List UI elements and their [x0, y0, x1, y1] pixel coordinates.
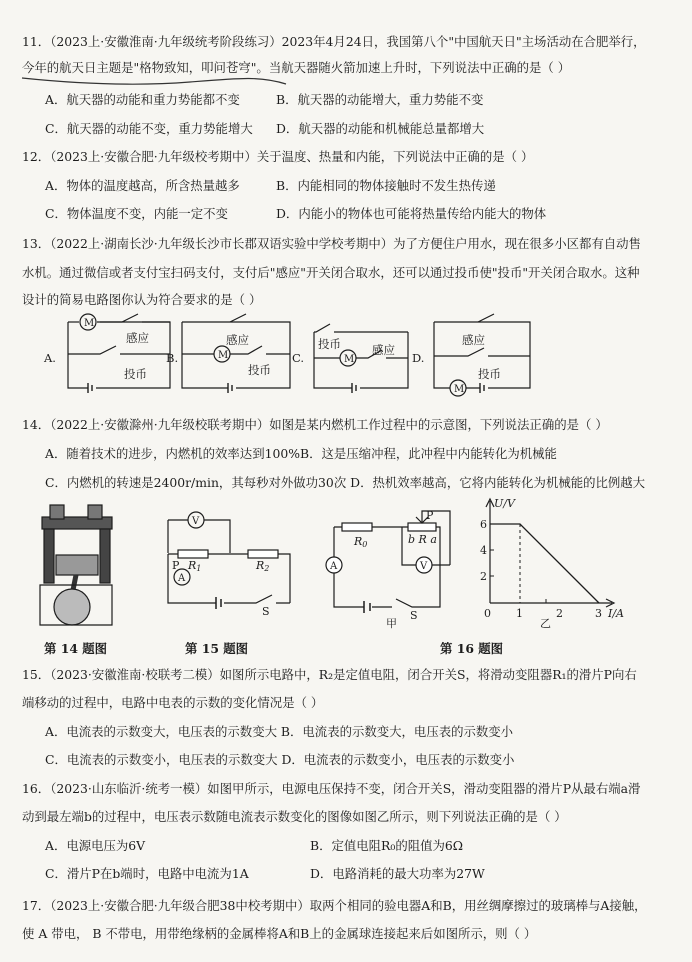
- q11-option-d: D．航天器的动能和机械能总量都增大: [276, 121, 485, 136]
- q11-option-a: A．航天器的动能和重力势能都不变: [45, 92, 240, 107]
- circuit-b-coin: 投币: [248, 363, 271, 377]
- fig16-ammeter: A: [330, 561, 338, 572]
- circuit-c-sense: 感应: [372, 343, 395, 357]
- q14-stem: 14．（2022上·安徽滁州·九年级校联考期中）如图是某内燃机工作过程中的示意图，下列说法正确的是（ ）: [22, 417, 608, 432]
- circuit-a-label: A.: [44, 351, 56, 365]
- q17-stem-line2: 使 A 带电， B 不带电，用带绝缘柄的金属棒将A和B上的金属球连接起来后如图所示，则（ ）: [22, 926, 537, 941]
- fig16-tick-0: 0: [484, 607, 491, 620]
- fig15-r1: R1: [188, 559, 202, 573]
- circuit-a-sense: 感应: [126, 331, 149, 345]
- q13-stem-line3: 设计的简易电路图你认为符合要求的是（ ）: [22, 292, 262, 307]
- q13-circuit-diagrams: [0, 312, 692, 404]
- circuit-b-motor: M: [218, 350, 229, 361]
- q15-option-cd: C．电流表的示数变小，电压表的示数变大 D．电流表的示数变小，电压表的示数变小: [45, 752, 515, 767]
- circuit-a-coin: 投币: [124, 367, 147, 381]
- q11-stem-line2: 今年的航天日主题是"格物致知，叩问苍穹"。当航天器随火箭加速上升时，下列说法中正确的是（ ）: [22, 60, 571, 75]
- circuit-d-motor: M: [454, 384, 465, 395]
- fig16-r0: R0: [354, 535, 368, 549]
- fig16-tick-6: 6: [480, 518, 487, 531]
- fig16-graph: [486, 499, 614, 607]
- fig15-r2: R2: [256, 559, 270, 573]
- fig16-axis-u: U/V: [494, 497, 515, 510]
- circuit-d-sense: 感应: [462, 333, 485, 347]
- caption-fig14: 第 14 题图: [44, 641, 108, 656]
- q15-stem-line1: 15．（2023·安徽淮南·校联考二模）如图所示电路中，R₂是定值电阻，闭合开关S，将滑动变阻器R₁的滑片P向右: [22, 667, 637, 682]
- caption-fig15: 第 15 题图: [185, 641, 249, 656]
- q16-stem-line2: 动到最左端b的过程中，电压表示数随电流表示数变化的图像如图乙所示，则下列说法正确的是（ ）: [22, 809, 567, 824]
- fig15-circuit: [168, 512, 290, 609]
- circuit-b-sense: 感应: [226, 333, 249, 347]
- engine-figure: [40, 505, 112, 625]
- fig16-axis-i: I/A: [608, 607, 624, 620]
- q12-option-d: D．内能小的物体也可能将热量传给内能大的物体: [276, 206, 547, 221]
- fig16-slider: P: [426, 509, 434, 522]
- q15-stem-line2: 端移动的过程中，电路中电表的示数的变化情况是（ ）: [22, 695, 324, 710]
- circuit-b-label: B.: [166, 351, 179, 365]
- q16-stem-line1: 16．（2023·山东临沂·统考一模）如图甲所示，电源电压保持不变，闭合开关S，滑动变阻器的滑片P从最右端a滑: [22, 781, 641, 796]
- fig15-slider: P: [172, 559, 180, 572]
- circuit-b: [182, 314, 290, 393]
- q14-option-ab: A．随着技术的进步，内燃机的效率达到100%B．这是压缩冲程，此冲程中内能转化为机械能: [45, 446, 557, 461]
- circuit-d-label: D.: [412, 351, 425, 365]
- fig16-bra: b R a: [408, 533, 437, 546]
- q11-stem-line1: 11．（2023上·安徽淮南·九年级统考阶段练习）2023年4月24日，我国第八个"中国航天日"主场活动在合肥举行，: [22, 34, 646, 49]
- caption-fig16: 第 16 题图: [440, 641, 504, 656]
- fig16-circuit: [326, 511, 450, 613]
- circuit-d-coin: 投币: [478, 367, 501, 381]
- q15-option-ab: A．电流表的示数变大，电压表的示数变大 B．电流表的示数变大，电压表的示数变小: [45, 724, 514, 739]
- q17-stem-line1: 17．（2023上·安徽合肥·九年级合肥38中校考期中）取两个相同的验电器A和B，用丝绸摩擦过的玻璃棒与A接触，: [22, 898, 647, 913]
- circuit-c-coin: 投币: [318, 337, 341, 351]
- fig16-voltmeter: V: [420, 561, 428, 572]
- q12-stem: 12．（2023上·安徽合肥·九年级校考期中）关于温度、热量和内能，下列说法中正确的是（ ）: [22, 149, 534, 164]
- fig16-yi: 乙: [540, 617, 551, 630]
- fig16-tick-2: 2: [480, 570, 487, 583]
- q16-option-c: C．滑片P在b端时，电路中电流为1A: [45, 866, 249, 881]
- fig16-switch: S: [410, 609, 418, 622]
- q14-option-cd: C．内燃机的转速是2400r/min，其每秒对外做功30次 D．热机效率越高，它将内能转化为机械能的比例越大: [45, 475, 646, 490]
- fig15-switch: S: [262, 605, 270, 618]
- circuit-d: [434, 314, 530, 396]
- q11-option-b: B．航天器的动能增大，重力势能不变: [276, 92, 484, 107]
- circuit-a-motor: M: [84, 318, 95, 329]
- circuit-c: [314, 324, 408, 393]
- q12-option-a: A．物体的温度越高，所含热量越多: [45, 178, 240, 193]
- fig16-tick-4: 4: [480, 544, 487, 557]
- fig15-ammeter: A: [178, 573, 186, 584]
- fig16-jia: 甲: [386, 617, 397, 630]
- q16-option-d: D．电路消耗的最大功率为27W: [310, 866, 485, 881]
- q12-option-c: C．物体温度不变，内能一定不变: [45, 206, 228, 221]
- handwritten-underline: [20, 72, 290, 92]
- q13-stem-line2: 水机。通过微信或者支付宝扫码支付，支付后"感应"开关闭合取水，还可以通过投币使"投币"开关闭合取水。这种: [22, 265, 640, 280]
- fig15-voltmeter: V: [192, 516, 200, 527]
- circuit-c-motor: M: [344, 354, 355, 365]
- fig16-tick-x1: 1: [516, 607, 523, 620]
- figures-row: [0, 495, 692, 655]
- circuit-c-label: C.: [292, 351, 305, 365]
- q11-option-c: C．航天器的动能不变，重力势能增大: [45, 121, 253, 136]
- fig16-tick-x3: 3: [595, 607, 602, 620]
- q12-option-b: B．内能相同的物体接触时不发生热传递: [276, 178, 496, 193]
- q16-option-a: A．电源电压为6V: [45, 838, 146, 853]
- q16-option-b: B．定值电阻R₀的阻值为6Ω: [310, 838, 464, 853]
- q13-stem-line1: 13．（2022上·湖南长沙·九年级长沙市长郡双语实验中学校考期中）为了方便住户用水，现在很多小区都有自动售: [22, 236, 641, 251]
- fig16-tick-x2: 2: [556, 607, 563, 620]
